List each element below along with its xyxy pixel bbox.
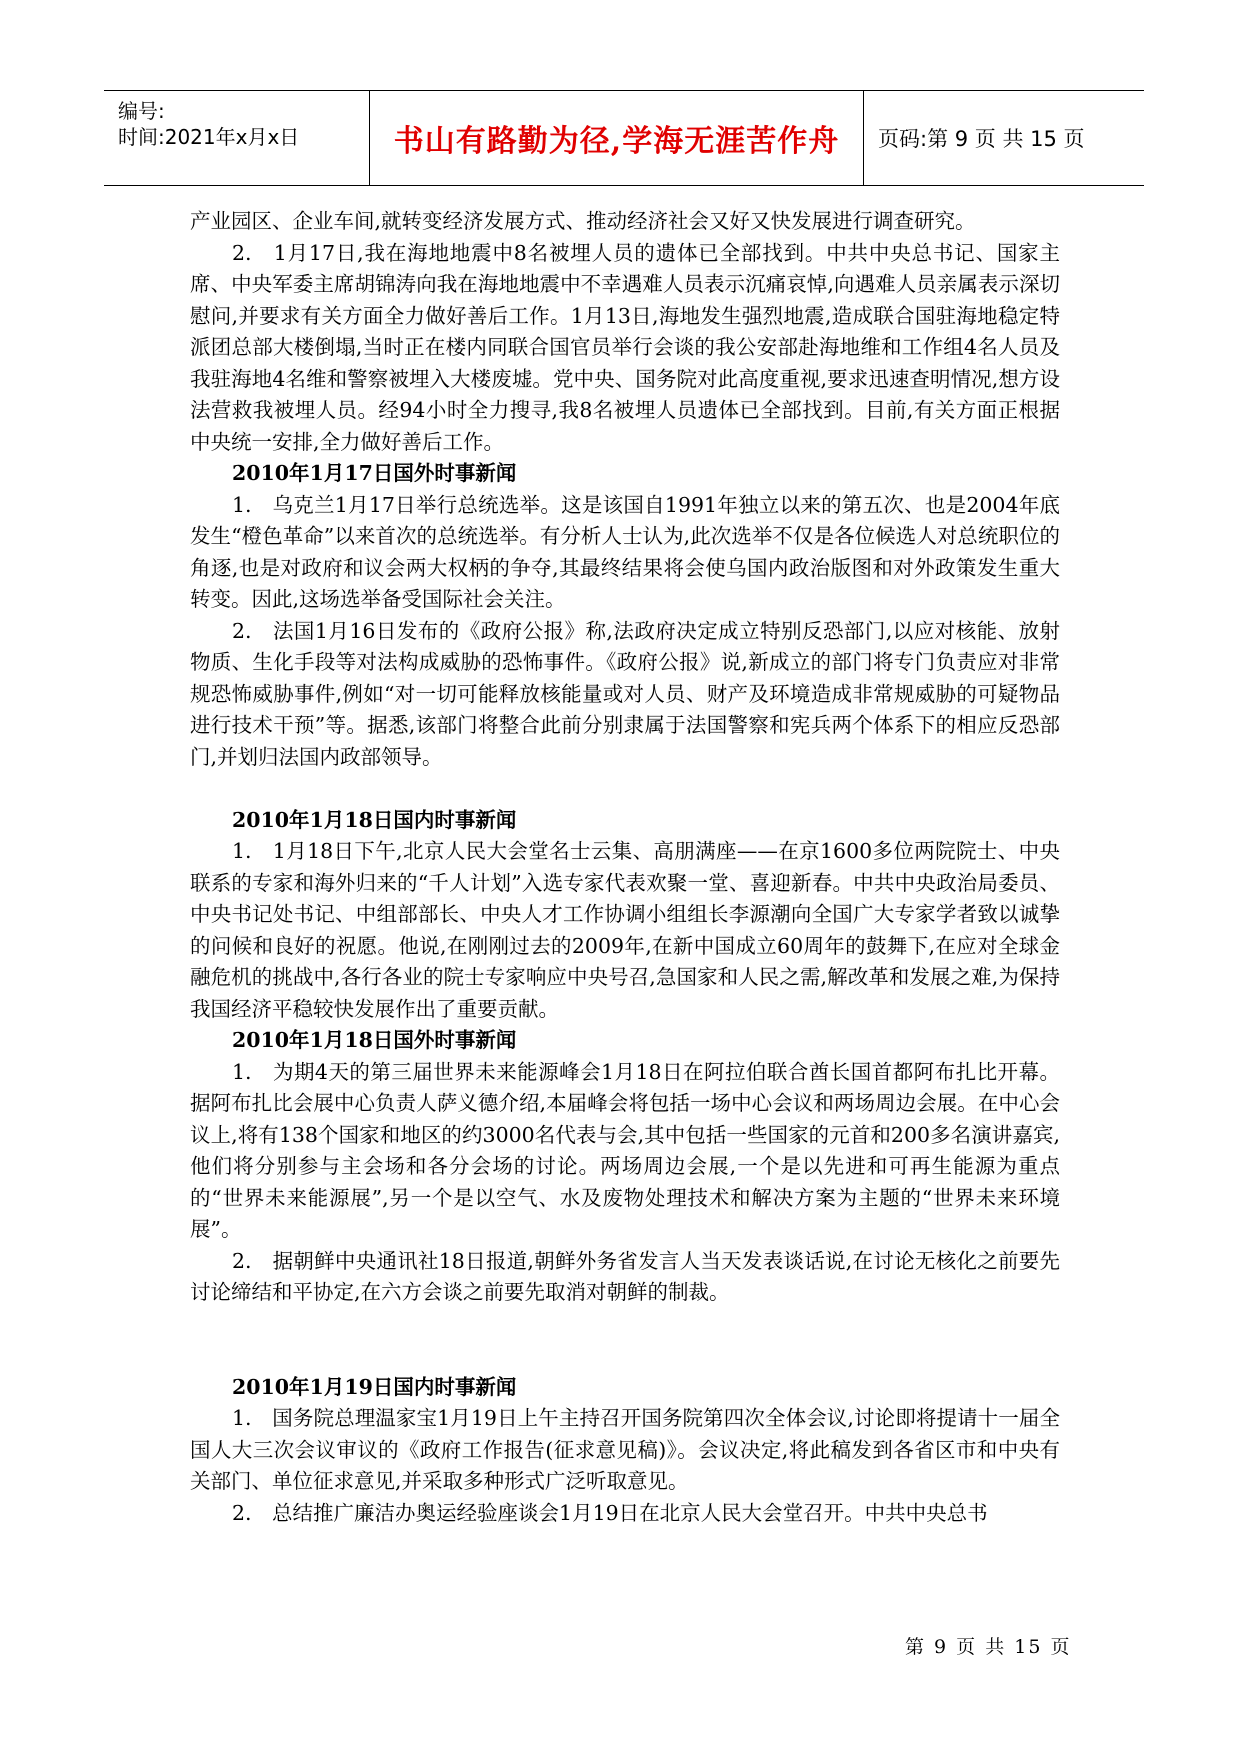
paragraph-spacer (190, 773, 1060, 805)
body-paragraph: 1. 国务院总理温家宝1月19日上午主持召开国务院第四次全体会议,讨论即将提请十一届全国人大三次会议审议的《政府工作报告(征求意见稿)》。会议决定,将此稿发到各省区市和中央有关部门、单位征求意见,并采取多种形式广泛听取意见。 (190, 1406, 1060, 1493)
header-table (104, 90, 1144, 186)
page-footer: 第 9 页 共 15 页 (905, 1636, 1072, 1658)
section-heading: 2010年1月18日国内时事新闻 (232, 807, 517, 832)
body-paragraph: 2. 总结推广廉洁办奥运经验座谈会1月19日在北京人民大会堂召开。中共中央总书 (232, 1500, 988, 1525)
header-page-code: 页码:第 9 页 共 15 页 (878, 127, 1085, 151)
body-paragraph: 1. 1月18日下午,北京人民大会堂名士云集、高朋满座——在京1600多位两院院士、中央联系的专家和海外归来的“千人计划”入选专家代表欢聚一堂、喜迎新春。中共中央政治局委员、中央书记处书记、中组部部长、中央人才工作协调小组组长李源潮向全国广大专家学者致以诚挚的问候和良好的祝愿。他说,在刚刚过去的2009年,在新中国成立60周年的鼓舞下,在应对全球金融危机的挑战中,各行各业的院士专家响应中央号召,急国家和人民之需,解改革和发展之难,为保持我国经济平稳较快发展作出了重要贡献。 (190, 839, 1060, 1021)
header-page-cell (864, 91, 1144, 185)
document-time-label: 时间:2021年x月x日 (118, 125, 300, 149)
header-info-cell (104, 91, 370, 185)
document-body (190, 206, 1060, 1529)
paragraph-spacer (190, 1309, 1060, 1372)
section-heading: 2010年1月19日国内时事新闻 (232, 1374, 517, 1399)
section-heading: 2010年1月18日国外时事新闻 (232, 1028, 517, 1052)
body-paragraph: 产业园区、企业车间,就转变经济发展方式、推动经济社会又好又快发展进行调查研究。 (190, 209, 976, 233)
body-paragraph: 2. 据朝鲜中央通讯社18日报道,朝鲜外务省发言人当天发表谈话说,在讨论无核化之前要先讨论缔结和平协定,在六方会谈之前要先取消对朝鲜的制裁。 (190, 1248, 1060, 1304)
header-motto: 书山有路勤为径,学海无涯苦作舟 (393, 124, 840, 159)
body-paragraph: 2. 法国1月16日发布的《政府公报》称,法政府决定成立特别反恐部门,以应对核能、放射物质、生化手段等对法构成威胁的恐怖事件。《政府公报》说,新成立的部门将专门负责应对非常规恐怖威胁事件,例如“对一切可能释放核能量或对人员、财产及环境造成非常规威胁的可疑物品进行技术干预”等。据悉,该部门将整合此前分别隶属于法国警察和宪兵两个体系下的相应反恐部门,并划归法国内政部领导。 (190, 618, 1060, 769)
body-paragraph: 2. 1月17日,我在海地地震中8名被埋人员的遗体已全部找到。中共中央总书记、国家主席、中央军委主席胡锦涛向我在海地地震中不幸遇难人员表示沉痛哀悼,向遇难人员亲属表示深切慰问,并要求有关方面全力做好善后工作。1月13日,海地发生强烈地震,造成联合国驻海地稳定特派团总部大楼倒塌,当时正在楼内同联合国官员举行会谈的我公安部赴海地维和工作组4名人员及我驻海地4名维和警察被埋入大楼废墟。党中央、国务院对此高度重视,要求迅速查明情况,想方设法营救我被埋人员。经94小时全力搜寻,我8名被埋人员遗体已全部找到。目前,有关方面正根据中央统一安排,全力做好善后工作。 (190, 240, 1060, 454)
body-paragraph: 1. 乌克兰1月17日举行总统选举。这是该国自1991年独立以来的第五次、也是2004年底发生“橙色革命”以来首次的总统选举。有分析人士认为,此次选举不仅是各位候选人对总统职位的角逐,也是对政府和议会两大权柄的争夺,其最终结果将会使乌国内政治版图和对外政策发生重大转变。因此,这场选举备受国际社会关注。 (190, 492, 1060, 611)
body-paragraph: 1. 为期4天的第三届世界未来能源峰会1月18日在阿拉伯联合酋长国首都阿布扎比开幕。据阿布扎比会展中心负责人萨义德介绍,本届峰会将包括一场中心会议和两场周边会展。在中心会议上,将有138个国家和地区的约3000名代表与会,其中包括一些国家的元首和200多名演讲嘉宾,他们将分别参与主会场和各分会场的讨论。两场周边会展,一个是以先进和可再生能源为重点的“世界未来能源展”,另一个是以空气、水及废物处理技术和解决方案为主题的“世界未来环境展”。 (190, 1059, 1060, 1241)
document-number-label: 编号: (118, 99, 165, 123)
section-heading: 2010年1月17日国外时事新闻 (232, 461, 517, 485)
header-motto-cell (370, 91, 864, 185)
